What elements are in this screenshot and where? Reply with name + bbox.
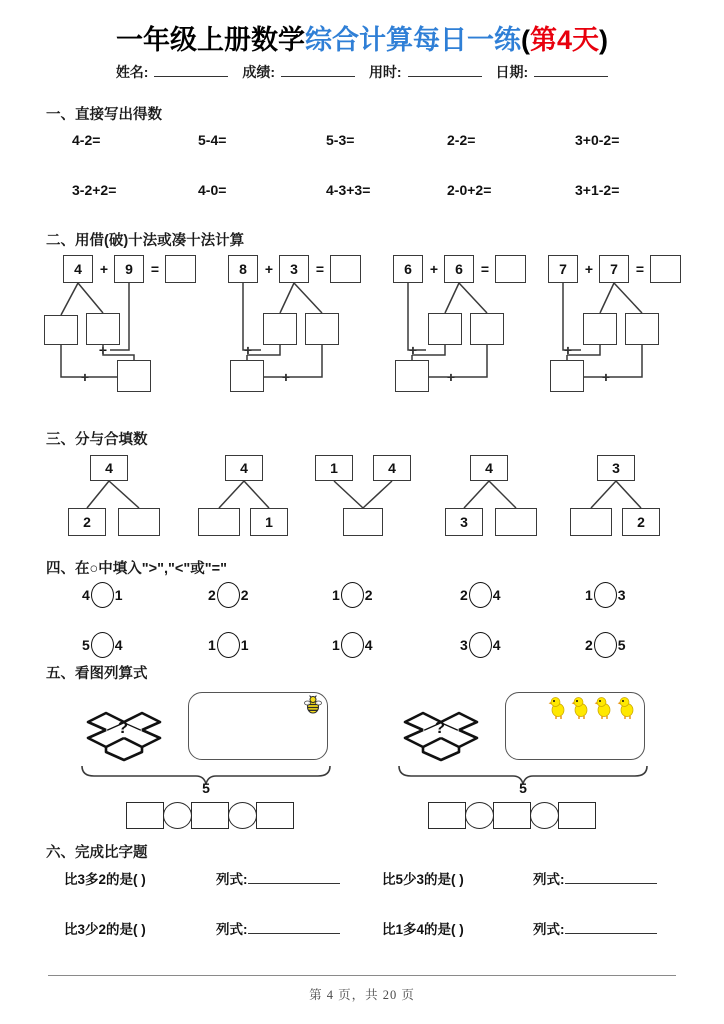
plus-sign-inner-2: + bbox=[446, 369, 456, 385]
calc-item: 3+0-2= bbox=[575, 132, 620, 148]
section-2-heading: 二、用借(破)十法或凑十法计算 bbox=[46, 233, 245, 249]
compare-circle[interactable] bbox=[594, 632, 617, 658]
compare-left: 1 bbox=[208, 637, 216, 653]
bond-top-right-box: 4 bbox=[373, 455, 411, 481]
picture-problem-1 bbox=[78, 690, 338, 820]
bond-top-left-box: 1 bbox=[315, 455, 353, 481]
sum-answer-box[interactable] bbox=[165, 255, 196, 283]
chick-icon bbox=[572, 698, 587, 720]
calc-item: 2-0+2= bbox=[447, 182, 492, 198]
title-paren-open: ( bbox=[520, 25, 530, 55]
addend-left-box: 6 bbox=[393, 255, 423, 283]
time-blank[interactable] bbox=[408, 64, 482, 77]
chick-icon bbox=[618, 698, 633, 720]
answer-box-2[interactable] bbox=[191, 802, 229, 829]
bond-right-box[interactable] bbox=[495, 508, 537, 536]
compare-right: 4 bbox=[114, 637, 123, 653]
decompose-box-b[interactable] bbox=[470, 313, 504, 345]
ten-method-problem-1 bbox=[60, 255, 230, 395]
compare-right: 3 bbox=[617, 587, 626, 603]
bond-top-box: 4 bbox=[90, 455, 128, 481]
answer-box-2[interactable] bbox=[493, 802, 531, 829]
formula-blank-3[interactable] bbox=[248, 921, 340, 934]
compare-circle[interactable] bbox=[469, 582, 492, 608]
bond-right-box: 2 bbox=[622, 508, 660, 536]
compare-item[interactable] bbox=[460, 632, 501, 658]
addend-left-box: 8 bbox=[228, 255, 258, 283]
plus-sign: + bbox=[584, 261, 594, 277]
addend-left-box: 4 bbox=[63, 255, 93, 283]
answer-row bbox=[126, 802, 294, 829]
plus-sign-inner-1: + bbox=[563, 342, 573, 358]
compare-right: 4 bbox=[492, 587, 501, 603]
compare-left: 2 bbox=[460, 587, 468, 603]
title-part-day: 第4天 bbox=[529, 25, 600, 55]
calc-item: 5-3= bbox=[326, 132, 355, 148]
compare-item[interactable] bbox=[82, 582, 123, 608]
formula-blank-2[interactable] bbox=[565, 871, 657, 884]
answer-operator-circle-1[interactable] bbox=[163, 802, 192, 829]
compare-left: 1 bbox=[332, 587, 340, 603]
equals-sign: = bbox=[150, 261, 160, 277]
plus-sign-inner-1: + bbox=[243, 342, 253, 358]
ten-method-problem-4 bbox=[545, 255, 715, 395]
plus-sign-inner-2: + bbox=[80, 369, 90, 385]
ten-method-problem-3 bbox=[390, 255, 560, 395]
bond-right-box: 1 bbox=[250, 508, 288, 536]
number-bond-1 bbox=[60, 455, 185, 540]
result-box[interactable] bbox=[550, 360, 584, 392]
compare-circle[interactable] bbox=[217, 632, 240, 658]
title-paren-close: ) bbox=[599, 25, 609, 55]
answer-row bbox=[428, 802, 596, 829]
compare-circle[interactable] bbox=[341, 582, 364, 608]
decompose-box-a[interactable] bbox=[428, 313, 462, 345]
equals-sign: = bbox=[480, 261, 490, 277]
equals-sign: = bbox=[315, 261, 325, 277]
calc-item: 4-2= bbox=[72, 132, 101, 148]
oral-calc-row-2 bbox=[0, 182, 724, 202]
compare-right: 2 bbox=[240, 587, 249, 603]
bond-left-box[interactable] bbox=[570, 508, 612, 536]
total-value: 5 bbox=[519, 780, 527, 796]
compare-right: 4 bbox=[364, 637, 373, 653]
formula-label-text: 列式: bbox=[216, 922, 248, 937]
date-label: 日期: bbox=[495, 64, 529, 80]
compare-left: 4 bbox=[82, 587, 90, 603]
word-compare-item-2: 比5少3的是( ) bbox=[382, 872, 464, 887]
open-box-icon bbox=[78, 700, 166, 770]
title-part-subject: 综合计算每日一练 bbox=[304, 25, 521, 55]
word-compare-item-1: 比3多2的是( ) bbox=[64, 872, 146, 887]
plus-sign-inner-2: + bbox=[601, 369, 611, 385]
answer-box-3[interactable] bbox=[256, 802, 294, 829]
compare-item[interactable] bbox=[82, 632, 123, 658]
addend-right-box: 6 bbox=[444, 255, 474, 283]
calc-item: 3-2+2= bbox=[72, 182, 117, 198]
formula-label-1 bbox=[216, 868, 340, 888]
answer-box-3[interactable] bbox=[558, 802, 596, 829]
number-bond-3 bbox=[315, 455, 440, 540]
answer-operator-circle-1[interactable] bbox=[465, 802, 494, 829]
answer-operator-circle-2[interactable] bbox=[530, 802, 559, 829]
compare-circle[interactable] bbox=[469, 632, 492, 658]
addend-right-box: 7 bbox=[599, 255, 629, 283]
box-question-mark: ? bbox=[434, 718, 446, 737]
compare-right: 2 bbox=[364, 587, 373, 603]
footer-page-number: 第 4 页，共 20 页 bbox=[309, 988, 415, 1002]
number-bond-2 bbox=[195, 455, 320, 540]
footer-divider bbox=[48, 975, 676, 976]
decompose-box-a[interactable] bbox=[583, 313, 617, 345]
compare-circle[interactable] bbox=[217, 582, 240, 608]
calc-item: 4-0= bbox=[198, 182, 227, 198]
compare-item[interactable] bbox=[208, 582, 249, 608]
word-compare-item-3: 比3少2的是( ) bbox=[64, 922, 146, 937]
number-bond-4 bbox=[440, 455, 565, 540]
compare-left: 2 bbox=[208, 587, 216, 603]
result-box[interactable] bbox=[117, 360, 151, 392]
formula-blank-4[interactable] bbox=[565, 921, 657, 934]
time-label: 用时: bbox=[368, 64, 402, 80]
compare-circle[interactable] bbox=[91, 632, 114, 658]
name-label: 姓名: bbox=[115, 64, 149, 80]
bond-left-box[interactable] bbox=[198, 508, 240, 536]
calc-item: 3+1-2= bbox=[575, 182, 620, 198]
open-box-icon bbox=[395, 700, 483, 770]
bond-right-box[interactable] bbox=[118, 508, 160, 536]
compare-item[interactable] bbox=[585, 582, 626, 608]
plus-sign-inner-1: + bbox=[408, 342, 418, 358]
score-label: 成绩: bbox=[242, 64, 276, 80]
plus-sign: + bbox=[264, 261, 274, 277]
section-1-heading: 一、直接写出得数 bbox=[46, 107, 162, 123]
total-value: 5 bbox=[202, 780, 210, 796]
formula-label-text: 列式: bbox=[533, 872, 565, 887]
compare-left: 5 bbox=[82, 637, 90, 653]
compare-left: 1 bbox=[585, 587, 593, 603]
ten-method-problem-2 bbox=[225, 255, 395, 395]
formula-label-3 bbox=[216, 918, 340, 938]
compare-right: 1 bbox=[114, 587, 123, 603]
formula-label-text: 列式: bbox=[533, 922, 565, 937]
section-4-heading: 四、在○中填入">","<"或"=" bbox=[46, 561, 227, 577]
calc-item: 4-3+3= bbox=[326, 182, 371, 198]
result-box[interactable] bbox=[395, 360, 429, 392]
formula-label-4 bbox=[533, 918, 657, 938]
compare-circle[interactable] bbox=[91, 582, 114, 608]
plus-sign-inner-1: + bbox=[98, 342, 108, 358]
animal-container bbox=[505, 692, 645, 760]
bond-left-box: 3 bbox=[445, 508, 483, 536]
addend-right-box: 3 bbox=[279, 255, 309, 283]
formula-blank-1[interactable] bbox=[248, 871, 340, 884]
plus-sign-inner-2: + bbox=[281, 369, 291, 385]
compare-right: 5 bbox=[617, 637, 626, 653]
compare-item[interactable] bbox=[585, 632, 626, 658]
equals-sign: = bbox=[635, 261, 645, 277]
bond-top-box: 4 bbox=[470, 455, 508, 481]
compare-right: 4 bbox=[492, 637, 501, 653]
decompose-box-b[interactable] bbox=[305, 313, 339, 345]
decompose-box-b[interactable] bbox=[625, 313, 659, 345]
sum-answer-box[interactable] bbox=[650, 255, 681, 283]
chick-icon bbox=[549, 698, 564, 720]
decompose-box-b[interactable] bbox=[86, 313, 120, 345]
decompose-box-a[interactable] bbox=[263, 313, 297, 345]
plus-sign: + bbox=[429, 261, 439, 277]
compare-circle[interactable] bbox=[594, 582, 617, 608]
date-blank[interactable] bbox=[534, 64, 608, 77]
title-part-grade: 一年级上册数学 bbox=[115, 25, 305, 55]
bond-left-box: 2 bbox=[68, 508, 106, 536]
answer-box-1[interactable] bbox=[126, 802, 164, 829]
animal-container bbox=[188, 692, 328, 760]
calc-item: 5-4= bbox=[198, 132, 227, 148]
compare-item[interactable] bbox=[332, 632, 373, 658]
addend-right-box: 9 bbox=[114, 255, 144, 283]
compare-left: 2 bbox=[585, 637, 593, 653]
section-3-heading: 三、分与合填数 bbox=[46, 432, 148, 448]
sum-answer-box[interactable] bbox=[330, 255, 361, 283]
bond-bottom-box[interactable] bbox=[343, 508, 383, 536]
compare-left: 3 bbox=[460, 637, 468, 653]
compare-item[interactable] bbox=[208, 632, 249, 658]
decompose-box-a[interactable] bbox=[44, 315, 78, 345]
answer-box-1[interactable] bbox=[428, 802, 466, 829]
compare-right: 1 bbox=[240, 637, 249, 653]
box-question-mark: ? bbox=[117, 718, 129, 737]
oral-calc-row-1 bbox=[0, 132, 724, 152]
bee-icon bbox=[303, 695, 323, 715]
formula-label-2 bbox=[533, 868, 657, 888]
compare-left: 1 bbox=[332, 637, 340, 653]
sum-answer-box[interactable] bbox=[495, 255, 526, 283]
section-5-heading: 五、看图列算式 bbox=[46, 666, 148, 682]
formula-label-text: 列式: bbox=[216, 872, 248, 887]
name-blank[interactable] bbox=[154, 64, 228, 77]
compare-item[interactable] bbox=[332, 582, 373, 608]
student-info-line bbox=[0, 62, 724, 82]
page-title bbox=[0, 18, 724, 57]
chick-icon bbox=[595, 698, 610, 720]
chick-icon-group bbox=[548, 696, 640, 720]
bond-top-box: 3 bbox=[597, 455, 635, 481]
number-bond-5 bbox=[567, 455, 692, 540]
picture-problem-2 bbox=[395, 690, 655, 820]
compare-item[interactable] bbox=[460, 582, 501, 608]
score-blank[interactable] bbox=[281, 64, 355, 77]
bond-top-box: 4 bbox=[225, 455, 263, 481]
answer-operator-circle-2[interactable] bbox=[228, 802, 257, 829]
result-box[interactable] bbox=[230, 360, 264, 392]
word-compare-item-4: 比1多4的是( ) bbox=[382, 922, 464, 937]
calc-item: 2-2= bbox=[447, 132, 476, 148]
plus-sign: + bbox=[99, 261, 109, 277]
addend-left-box: 7 bbox=[548, 255, 578, 283]
compare-circle[interactable] bbox=[341, 632, 364, 658]
section-6-heading: 六、完成比字题 bbox=[46, 845, 148, 861]
